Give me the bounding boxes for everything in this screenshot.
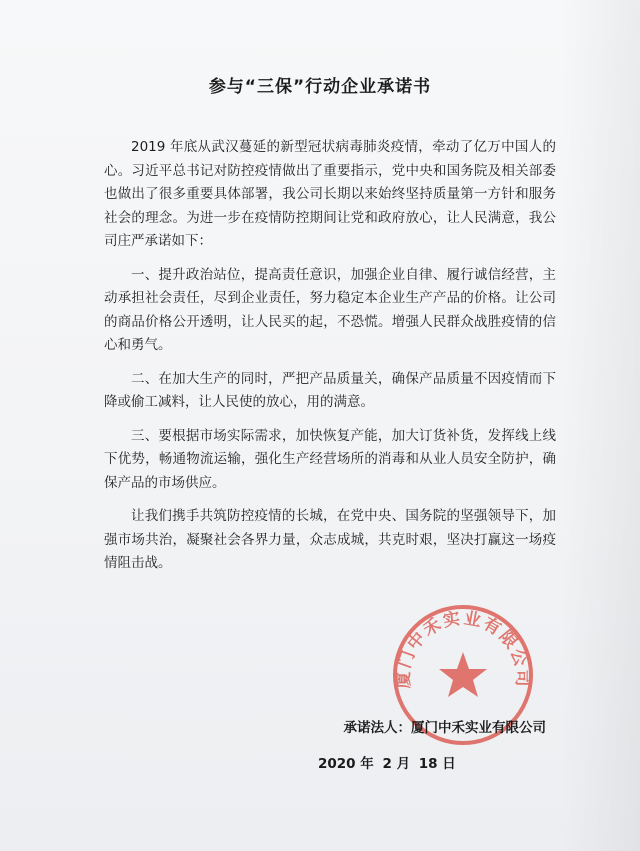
paragraph-closing: 让我们携手共筑防控疫情的长城，在党中央、国务院的坚强领导下，加强市场共治，凝聚社会各界力量，众志成城，共克时艰，坚决打赢这一场疫情阻击战。	[104, 508, 556, 571]
seal-text: 厦门中禾实业有限公司	[393, 608, 533, 689]
paragraph-commitment-3: 三、要根据市场实际需求，加快恢复产能，加大订货补货，发挥线上线下优势，畅通物流运输，强化生产经营场所的消毒和从业人员安全防护，确保产品的市场供应。	[104, 427, 556, 491]
document-title: 参与“三保”行动企业承诺书	[208, 77, 432, 97]
date-year: 2020 年	[318, 756, 374, 772]
seal-star-icon	[439, 652, 487, 697]
document-body	[104, 136, 556, 586]
signature-line: 承诺法人：厦门中禾实业有限公司	[343, 720, 546, 736]
signature-date	[318, 752, 460, 772]
date-day: 18 日	[418, 756, 456, 772]
paragraph-commitment-2: 二、在加大生产的同时，严把产品质量关，确保产品质量不因疫情而下降或偷工减料，让人民使的放心，用的满意。	[104, 370, 556, 410]
page-shadow	[560, 0, 640, 851]
date-month: 2 月	[382, 756, 411, 772]
paragraph-commitment-1: 一、提升政治站位，提高责任意识，加强企业自律、履行诚信经营，主动承担社会责任，尽到企业责任，努力稳定本企业生产产品的价格。让公司的商品价格公开透明，让人民买的起，不恐慌。增强人民群众战胜疫情的信心和勇气。	[104, 266, 556, 353]
paragraph-intro: 2019 年底从武汉蔓延的新型冠状病毒肺炎疫情，牵动了亿万中国人的心。习近平总书记对防控疫情做出了重要指示，党中央和国务院及相关部委也做出了很多重要具体部署，我公司长期以来始终坚持质量第一方针和服务社会的理念。为进一步在疫情防控期间让党和政府放心，让人民满意，我公司庄严承诺如下：	[104, 139, 556, 249]
